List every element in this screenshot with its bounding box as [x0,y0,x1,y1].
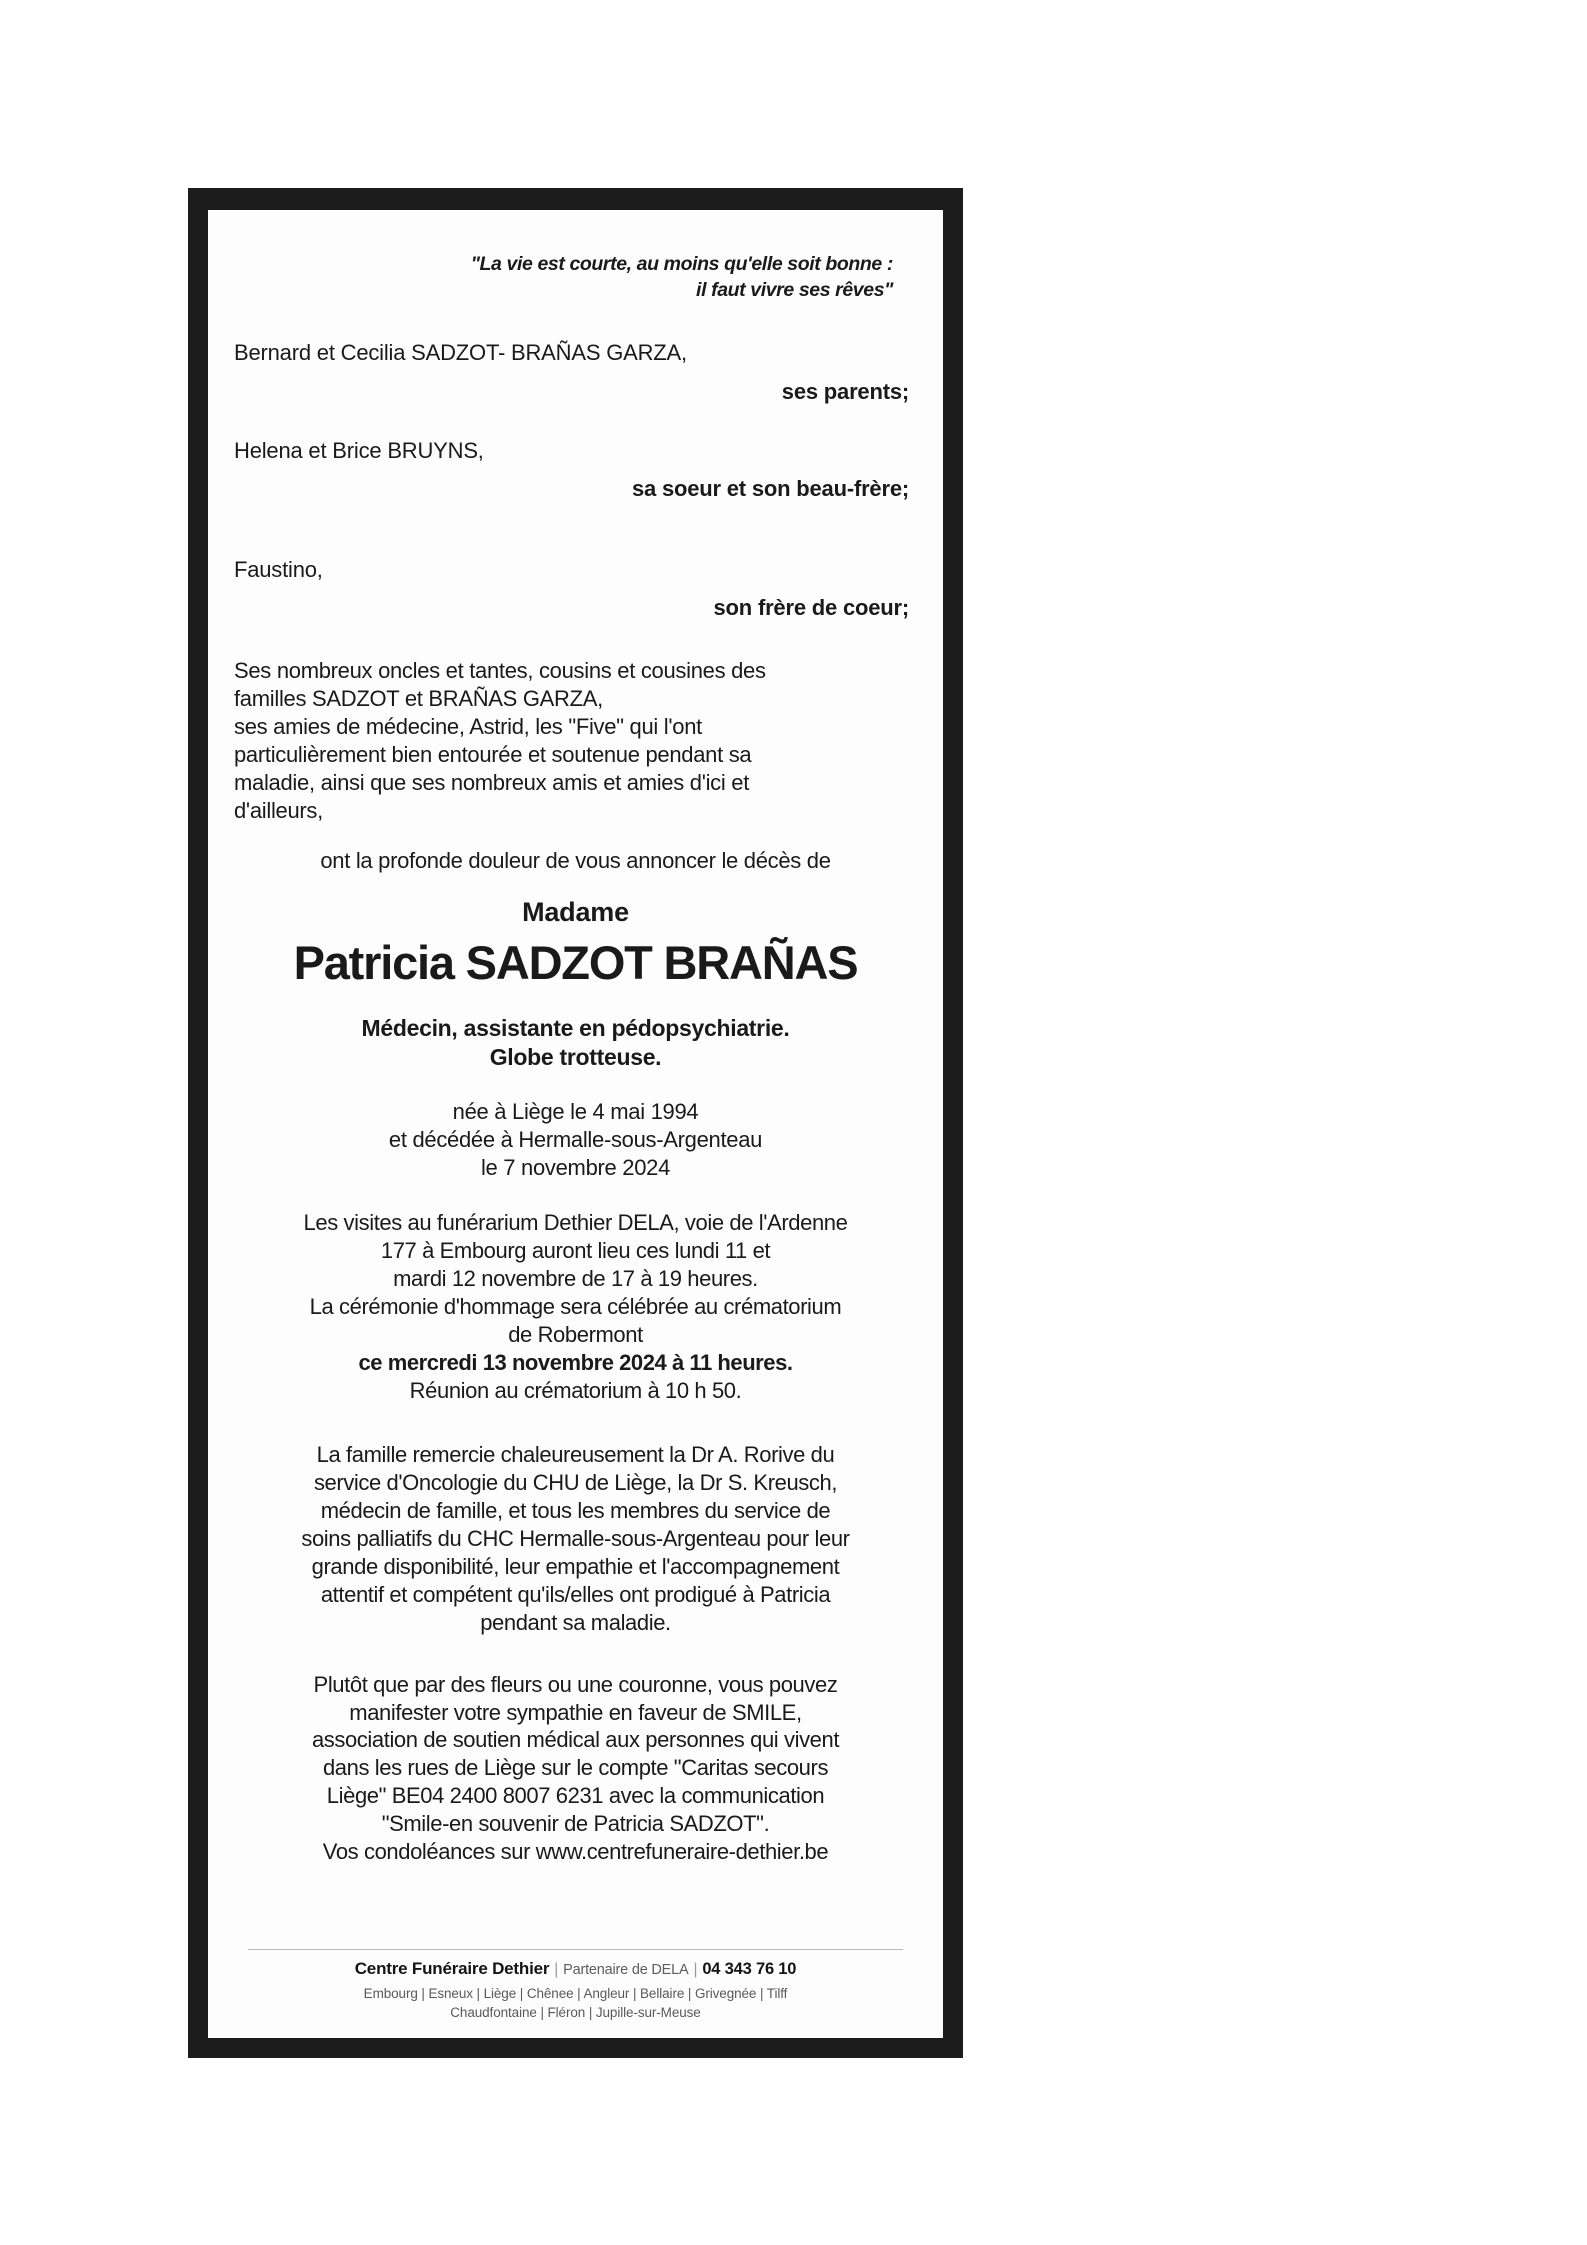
donation-paragraph [234,1671,917,1867]
thanks-line: soins palliatifs du CHC Hermalle-sous-Argenteau pour leur [301,1525,850,1551]
gathering-time: Réunion au crématorium à 10 h 50. [409,1378,742,1404]
thanks-line: médecin de famille, et tous les membres du service de [320,1497,831,1523]
relatives-line: ses amies de médecine, Astrid, les "Five" qui l'ont [234,713,702,739]
arrangement-line: de Robermont [508,1322,643,1348]
vital-dates-block [234,1098,917,1182]
kin-relation-brother-of-heart: son frère de coeur; [713,595,909,621]
thanks-line: pendant sa maladie. [480,1609,671,1635]
mourning-border-frame [188,188,963,2058]
footer-separator: | [693,1960,698,1978]
notice-body [234,252,917,1866]
footer-phone-number: 04 343 76 10 [702,1959,797,1978]
donation-line: Plutôt que par des fleurs ou une couronne, vous pouvez [313,1671,838,1697]
relatives-line: maladie, ainsi que ses nombreux amis et amies d'ici et [234,769,750,795]
donation-line: manifester votre sympathie en faveur de SMILE, [349,1699,802,1725]
footer-divider [248,1949,903,1950]
thanks-line: La famille remercie chaleureusement la Dr A. Rorive du [316,1442,835,1467]
relatives-line: particulièrement bien entourée et soutenue pendant sa [234,741,752,767]
funeral-arrangements-block [234,1209,917,1405]
quote-line-2: il faut vivre ses rêves" [696,278,893,301]
donation-line: association de soutien médical aux personnes qui vivent [311,1727,840,1753]
arrangement-line: 177 à Embourg auront lieu ces lundi 11 et [380,1238,771,1264]
arrangement-line: Les visites au funérarium Dethier DELA, voie de l'Ardenne [303,1210,848,1236]
arrangement-line: mardi 12 novembre de 17 à 19 heures. [393,1266,758,1292]
relatives-and-friends-paragraph [234,657,917,825]
kin-names-sister: Helena et Brice BRUYNS, [234,437,484,463]
death-notice-card [208,210,943,2038]
funeral-home-footer [234,1949,917,2022]
birth-line: née à Liège le 4 mai 1994 [452,1098,699,1124]
footer-city-list [234,1984,917,2022]
announcement-lead: ont la profonde douleur de vous annoncer le décès de [320,847,831,873]
footer-cities-line-1: Embourg | Esneux | Liège | Chênee | Angleur | Bellaire | Grivegnée | Tilff [363,1985,788,2001]
thanks-line: service d'Oncologie du CHU de Liège, la Dr S. Kreusch, [313,1469,838,1495]
profession-line-1: Médecin, assistante en pédopsychiatrie. [361,1014,790,1041]
relatives-line: d'ailleurs, [234,797,323,823]
condolences-website-line: Vos condoléances sur www.centrefuneraire-dethier.be [322,1839,829,1865]
kin-relation-parents: ses parents; [781,379,909,405]
funeral-home-name: Centre Funéraire Dethier [354,1958,550,1978]
donation-reference-line: "Smile-en souvenir de Patricia SADZOT". [381,1811,770,1837]
death-place-line: et décédée à Hermalle-sous-Argenteau [388,1126,763,1152]
kin-names-parents: Bernard et Cecilia SADZOT- BRAÑAS GARZA, [234,340,687,366]
epigraph-quote [234,252,893,303]
donation-iban-line: Liège" BE04 2400 8007 6231 avec la communication [326,1783,825,1809]
relatives-line: familles SADZOT et BRAÑAS GARZA, [234,685,603,711]
donation-line: dans les rues de Liège sur le compte "Caritas secours [322,1755,829,1781]
arrangement-line: La cérémonie d'hommage sera célébrée au crématorium [309,1294,842,1320]
deceased-name: Patricia SADZOT BRAÑAS [293,936,858,990]
kin-relation-sister: sa soeur et son beau-frère; [631,476,909,502]
kin-names-brother-of-heart: Faustino, [234,556,323,582]
kin-group-sister [234,437,917,504]
profession-block [234,1014,917,1072]
thanks-paragraph [234,1441,917,1637]
profession-line-2: Globe trotteuse. [489,1043,662,1070]
honorific: Madame [522,897,629,928]
thanks-line: attentif et compétent qu'ils/elles ont prodigué à Patricia [320,1581,831,1607]
footer-separator: | [554,1960,559,1978]
kin-group-brother-of-heart [234,556,917,623]
kin-group-parents [234,339,917,406]
relatives-line: Ses nombreux oncles et tantes, cousins et cousines des [234,658,766,684]
thanks-line: grande disponibilité, leur empathie et l'accompagnement [311,1553,840,1579]
ceremony-datetime: ce mercredi 13 novembre 2024 à 11 heures. [358,1350,793,1376]
footer-cities-line-2: Chaudfontaine | Fléron | Jupille-sur-Meuse [450,2004,701,2020]
footer-partner-label: Partenaire de DELA [563,1961,689,1978]
footer-brand-line [234,1959,917,1979]
quote-line-1: "La vie est courte, au moins qu'elle soit bonne : [470,253,893,275]
death-date-line: le 7 novembre 2024 [480,1154,671,1180]
